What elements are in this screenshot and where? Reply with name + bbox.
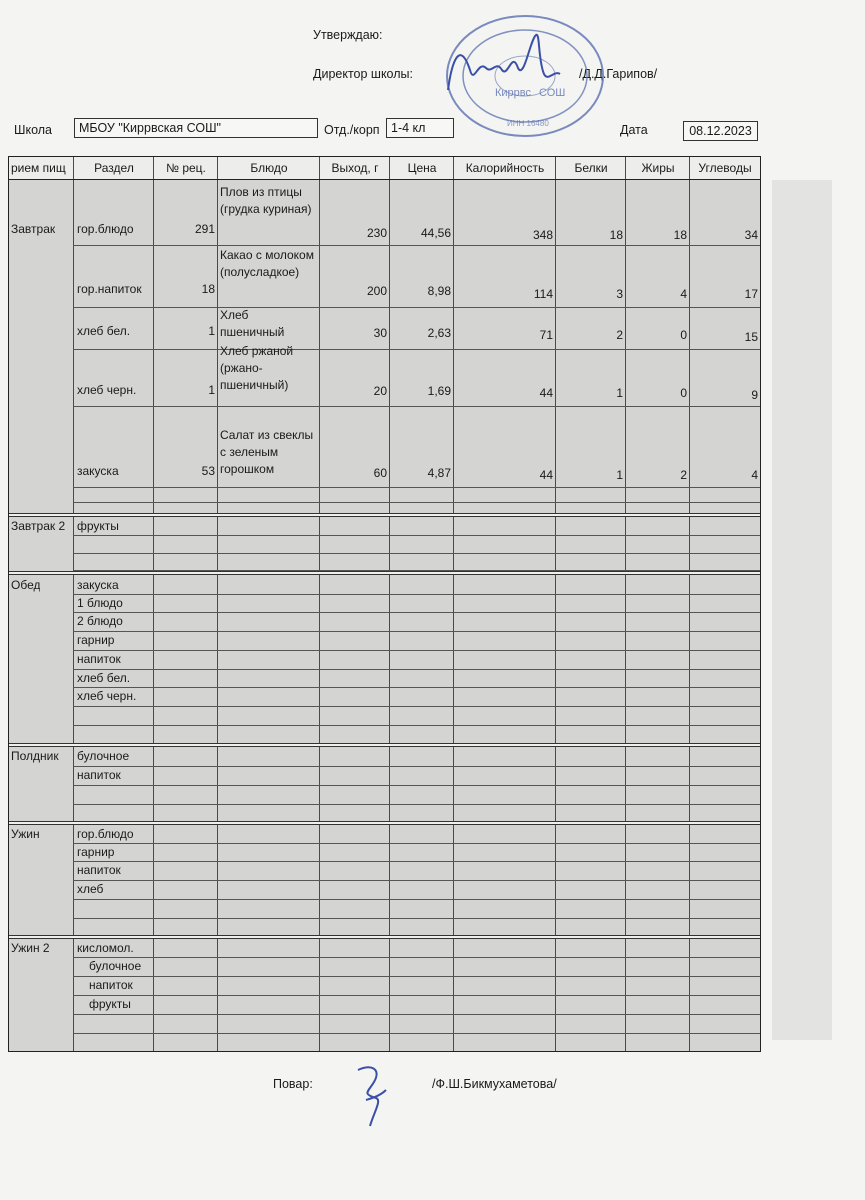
section: хлеб черн. [77, 689, 137, 703]
col-protein: Белки [574, 161, 608, 175]
protein: 1 [616, 386, 623, 400]
section: гарнир [77, 633, 115, 647]
scan-shadow [772, 180, 832, 1040]
svg-text:ИНН 16480: ИНН 16480 [507, 119, 549, 128]
section: закуска [77, 464, 119, 478]
dish: Плов из птицы (грудка куриная) [220, 185, 312, 216]
carb: 15 [744, 330, 758, 344]
yield: 230 [366, 226, 387, 240]
meal-snack: Полдник [11, 749, 59, 763]
dish: Хлеб ржаной (ржано-пшеничный) [220, 344, 294, 392]
approve-label: Утверждаю: [313, 28, 383, 42]
price: 4,87 [427, 466, 451, 480]
kcal: 114 [533, 287, 553, 301]
price: 1,69 [427, 384, 451, 398]
recipe-no: 18 [201, 282, 215, 296]
svg-text:СОШ: СОШ [539, 87, 566, 99]
section: хлеб бел. [77, 324, 131, 338]
section: булочное [89, 959, 142, 973]
kcal: 44 [539, 386, 553, 400]
section: закуска [77, 578, 119, 592]
cook-signature [352, 1060, 392, 1130]
price: 8,98 [427, 284, 451, 298]
fat: 4 [680, 287, 687, 301]
section: гор.блюдо [77, 222, 134, 236]
col-yield: Выход, г [331, 161, 379, 175]
yield: 200 [366, 284, 387, 298]
protein: 18 [609, 228, 623, 242]
section: кисломол. [77, 941, 134, 955]
cook-label: Повар: [273, 1077, 313, 1091]
col-meal: рием пищ [11, 161, 66, 175]
carb: 34 [744, 228, 758, 242]
carb: 4 [751, 468, 758, 482]
col-price: Цена [407, 161, 437, 175]
col-kcal: Калорийность [465, 161, 545, 175]
dept-field[interactable]: 1-4 кл [386, 118, 454, 138]
recipe-no: 53 [201, 464, 215, 478]
yield: 30 [373, 326, 387, 340]
meal-lunch: Обед [11, 578, 41, 592]
dish: Хлеб пшеничный [220, 308, 285, 339]
kcal: 71 [539, 328, 553, 342]
dept-label: Отд./корп [324, 123, 380, 137]
protein: 3 [616, 287, 623, 301]
yield: 60 [373, 466, 387, 480]
fat: 0 [680, 328, 687, 342]
section: гор.напиток [77, 282, 142, 296]
director-signature [440, 30, 570, 100]
section: фрукты [77, 519, 119, 533]
dish: Салат из свеклы с зеленым горошком [220, 428, 314, 476]
section: 1 блюдо [77, 596, 123, 610]
fat: 0 [680, 386, 687, 400]
recipe-no: 291 [194, 222, 215, 236]
price: 44,56 [420, 226, 451, 240]
price: 2,63 [427, 326, 451, 340]
fat: 2 [680, 468, 687, 482]
kcal: 44 [539, 468, 553, 482]
meal-dinner: Ужин [11, 827, 40, 841]
section: хлеб [77, 882, 104, 896]
section: гарнир [77, 845, 115, 859]
cook-name: /Ф.Ш.Бикмухаметова/ [432, 1077, 557, 1091]
recipe-no: 1 [208, 324, 215, 338]
section: хлеб бел. [77, 671, 131, 685]
school-label: Школа [14, 123, 52, 137]
meal-breakfast2: Завтрак 2 [11, 519, 66, 533]
school-field[interactable]: МБОУ "Киррвская СОШ" [74, 118, 318, 138]
col-recipe: № рец. [166, 161, 206, 175]
date-field[interactable]: 08.12.2023 [683, 121, 758, 141]
section: булочное [77, 749, 130, 763]
menu-table [8, 156, 761, 1052]
section: напиток [77, 863, 121, 877]
protein: 2 [616, 328, 623, 342]
col-section: Раздел [94, 161, 134, 175]
carb: 9 [751, 388, 758, 402]
kcal: 348 [532, 228, 553, 242]
dish: Какао с молоком (полусладкое) [220, 248, 314, 279]
col-dish: Блюдо [250, 161, 288, 175]
meal-dinner2: Ужин 2 [11, 941, 50, 955]
col-carb: Углеводы [698, 161, 752, 175]
carb: 17 [744, 287, 758, 301]
section: напиток [77, 768, 121, 782]
date-label: Дата [620, 123, 648, 137]
section: 2 блюдо [77, 614, 123, 628]
protein: 1 [616, 468, 623, 482]
section: напиток [89, 978, 133, 992]
svg-text:Киррвс: Киррвс [495, 87, 532, 99]
col-fat: Жиры [641, 161, 675, 175]
director-label: Директор школы: [313, 67, 413, 81]
director-name: /Д.Д.Гарипов/ [579, 67, 658, 81]
section: напиток [77, 652, 121, 666]
fat: 18 [673, 228, 687, 242]
section: хлеб черн. [77, 383, 137, 397]
section: фрукты [89, 997, 131, 1011]
meal-breakfast: Завтрак [11, 222, 56, 236]
section: гор.блюдо [77, 827, 134, 841]
yield: 20 [373, 384, 387, 398]
recipe-no: 1 [208, 383, 215, 397]
